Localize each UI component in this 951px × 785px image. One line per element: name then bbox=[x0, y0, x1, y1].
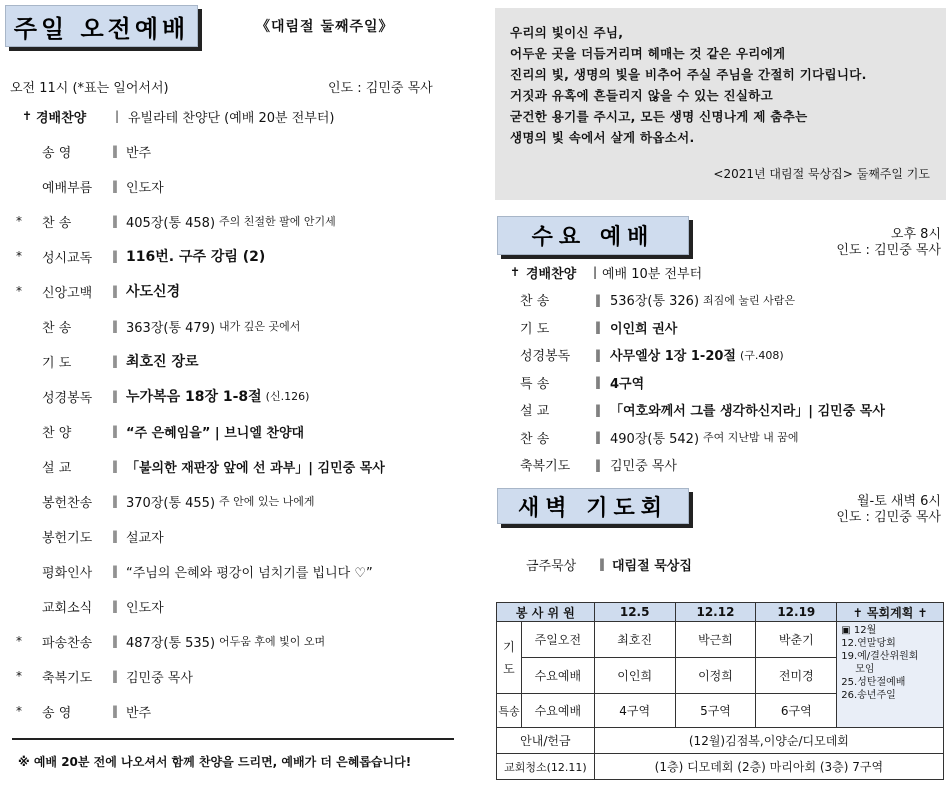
separator: ‖ bbox=[595, 375, 601, 389]
order-note: 주 안에 있는 나에게 bbox=[219, 495, 315, 508]
separator: ‖ bbox=[599, 557, 605, 571]
order-value: 487장(통 535) bbox=[126, 635, 216, 651]
dawn-meditation-label: 금주묵상 bbox=[526, 558, 577, 574]
order-value: 반주 bbox=[126, 705, 152, 721]
order-value: 4구역 bbox=[610, 376, 645, 392]
order-label: 기 도 bbox=[42, 355, 72, 371]
order-value: 370장(통 455) bbox=[126, 495, 216, 511]
table-cell: 이정희 bbox=[675, 658, 756, 694]
order-row bbox=[520, 344, 784, 366]
separator: ‖ bbox=[112, 284, 118, 298]
order-row bbox=[520, 316, 677, 338]
order-star: * bbox=[16, 249, 22, 263]
order-row bbox=[520, 426, 799, 448]
table-cell: 박춘기 bbox=[756, 622, 837, 658]
order-row bbox=[12, 700, 151, 722]
order-value: 인도자 bbox=[126, 180, 164, 196]
order-value: 116번. 구주 강림 (2) bbox=[126, 249, 266, 265]
order-label: 봉헌찬송 bbox=[42, 495, 93, 511]
guide-label: 안내/헌금 bbox=[497, 728, 595, 754]
dawn-time: 월-토 새벽 6시 bbox=[856, 494, 941, 509]
order-value: 인도자 bbox=[126, 600, 164, 616]
order-label: 봉헌기도 bbox=[42, 530, 93, 546]
table-cell: 최호진 bbox=[594, 622, 675, 658]
order-row bbox=[12, 525, 164, 547]
separator: ‖ bbox=[112, 179, 118, 193]
order-star: * bbox=[16, 704, 22, 718]
order-note: (신.126) bbox=[265, 390, 310, 403]
order-row bbox=[520, 454, 677, 476]
order-value: “주 은혜임을” | 브니엘 찬양대 bbox=[126, 425, 305, 441]
notice-divider bbox=[12, 738, 454, 740]
separator: ‖ bbox=[112, 459, 118, 473]
table-cell: 4구역 bbox=[594, 694, 675, 728]
order-value: 설교자 bbox=[126, 530, 164, 546]
order-row bbox=[12, 595, 164, 617]
order-value: 예배 10분 전부터 bbox=[602, 266, 703, 282]
order-label: 송 영 bbox=[42, 705, 72, 721]
order-label: 경배찬양 bbox=[526, 266, 577, 282]
order-label: 성시교독 bbox=[42, 250, 93, 266]
separator: ‖ bbox=[112, 354, 118, 368]
order-value: 405장(통 458) bbox=[126, 215, 216, 231]
wednesday-service-title: 수요 예배 bbox=[497, 216, 689, 255]
table-row-label: 주일오전 bbox=[521, 622, 594, 658]
order-row bbox=[12, 175, 164, 197]
dawn-meditation-row bbox=[526, 553, 692, 575]
separator: ‖ bbox=[595, 457, 601, 472]
separator: ‖ bbox=[112, 599, 118, 613]
order-value: 김민중 목사 bbox=[126, 670, 193, 686]
separator: ‖ bbox=[112, 564, 118, 578]
separator: ‖ bbox=[112, 214, 118, 228]
prayer-line: 생명의 빛 속에서 살게 하옵소서. bbox=[510, 130, 695, 145]
sunday-notice: ※ 예배 20분 전에 나오셔서 함께 찬양을 드리면, 예배가 더 은혜롭습니다! bbox=[18, 755, 412, 769]
table-cell: 6구역 bbox=[756, 694, 837, 728]
table-row-label: 수요예배 bbox=[521, 658, 594, 694]
sunday-leader: 인도 : 김민중 목사 bbox=[328, 81, 433, 96]
order-label: 축복기도 bbox=[520, 459, 571, 474]
order-label: 찬 양 bbox=[42, 425, 72, 441]
order-row bbox=[520, 371, 644, 393]
prayer-line: 진리의 빛, 생명의 빛을 비추어 주실 주님을 간절히 기다립니다. bbox=[510, 67, 867, 82]
order-label: 송 영 bbox=[42, 145, 72, 161]
order-star: * bbox=[16, 214, 22, 228]
prayer-source: <2021년 대림절 묵상집> 둘째주일 기도 bbox=[713, 167, 930, 181]
separator: ‖ bbox=[112, 424, 118, 438]
order-value: 최호진 장로 bbox=[126, 354, 199, 370]
order-label: 성경봉독 bbox=[42, 390, 93, 406]
separator: ‖ bbox=[112, 704, 118, 718]
order-note: 어두움 후에 빛이 오며 bbox=[219, 635, 326, 648]
order-label: 경배찬양 bbox=[36, 110, 87, 126]
separator: ‖ bbox=[112, 529, 118, 543]
cleaning-value: (1층) 디모데회 (2층) 마리아회 (3층) 7구역 bbox=[594, 754, 943, 780]
table-cell: 이인희 bbox=[594, 658, 675, 694]
order-row bbox=[520, 399, 885, 421]
order-value: 사무엘상 1장 1-20절 bbox=[610, 349, 736, 364]
order-row bbox=[12, 455, 385, 477]
wednesday-time: 오후 8시 bbox=[890, 227, 941, 242]
order-label: 설 교 bbox=[42, 460, 72, 476]
separator: ‖ bbox=[595, 292, 601, 307]
order-note: 주여 지난밤 내 꿈에 bbox=[703, 431, 799, 444]
order-row bbox=[12, 140, 151, 162]
separator: | bbox=[114, 109, 120, 123]
order-star: * bbox=[16, 284, 22, 298]
order-star: ✝ bbox=[21, 109, 33, 123]
order-value: 490장(통 542) bbox=[610, 431, 700, 447]
order-label: 특 송 bbox=[520, 376, 550, 392]
order-label: 파송찬송 bbox=[42, 635, 93, 651]
order-label: 기 도 bbox=[520, 321, 550, 337]
order-note: 주의 친절한 팔에 안기세 bbox=[219, 215, 336, 228]
cleaning-label: 교회청소(12.11) bbox=[497, 754, 595, 780]
order-note: 죄짐에 눌린 사람은 bbox=[703, 293, 796, 307]
prayer-line: 거짓과 유혹에 흔들리지 않을 수 있는 진실하고 bbox=[510, 88, 774, 103]
order-star: * bbox=[16, 634, 22, 648]
order-row bbox=[12, 490, 315, 512]
order-row bbox=[12, 630, 325, 652]
guide-value: (12월)김점복,이양순/디모데회 bbox=[594, 728, 943, 754]
order-value: 김민중 목사 bbox=[610, 459, 677, 474]
plan-item: 12.연말당회 bbox=[841, 638, 896, 649]
advent-prayer-box bbox=[495, 8, 946, 200]
separator: ‖ bbox=[595, 430, 601, 444]
order-row bbox=[12, 315, 300, 337]
order-row bbox=[20, 105, 334, 127]
table-date-3: 12.19 bbox=[756, 603, 837, 622]
pastoral-plan-list bbox=[837, 622, 944, 728]
table-cell: 박근희 bbox=[675, 622, 756, 658]
order-label: 찬 송 bbox=[520, 431, 550, 447]
order-star: * bbox=[16, 669, 22, 683]
order-value: 누가복음 18장 1-8절 bbox=[126, 389, 262, 405]
order-label: 평화인사 bbox=[42, 565, 93, 581]
order-row bbox=[12, 245, 265, 267]
order-value: 이인희 권사 bbox=[610, 321, 678, 337]
order-value: 363장(통 479) bbox=[126, 320, 216, 336]
order-row bbox=[12, 420, 304, 442]
wednesday-leader: 인도 : 김민중 목사 bbox=[836, 243, 941, 258]
separator: ‖ bbox=[112, 634, 118, 648]
order-row bbox=[520, 289, 795, 311]
order-label: 찬 송 bbox=[42, 320, 72, 336]
plan-item: 19.예/결산위원회 bbox=[841, 651, 919, 662]
separator: ‖ bbox=[112, 249, 118, 263]
table-row-label: 수요예배 bbox=[521, 694, 594, 728]
order-value: 반주 bbox=[126, 145, 152, 161]
order-value: 유빌라테 찬양단 (예배 20분 전부터) bbox=[128, 110, 335, 126]
order-note: (구.408) bbox=[739, 348, 784, 362]
order-value: “주님의 은혜와 평강이 넘치기를 빕니다 ♡” bbox=[126, 565, 373, 581]
order-label: 찬 송 bbox=[42, 215, 72, 231]
separator: ‖ bbox=[112, 319, 118, 333]
order-row bbox=[12, 280, 180, 302]
order-label: 축복기도 bbox=[42, 670, 93, 686]
table-date-1: 12.5 bbox=[594, 603, 675, 622]
order-label: 신앙고백 bbox=[42, 285, 93, 301]
order-label: 예배부름 bbox=[42, 180, 93, 196]
volunteer-table bbox=[496, 602, 944, 780]
table-cell: 전미경 bbox=[756, 658, 837, 694]
plan-item: 모임 bbox=[855, 664, 875, 675]
special-group-label: 특송 bbox=[497, 694, 522, 728]
order-value: 「여호와께서 그를 생각하신지라」| 김민중 목사 bbox=[610, 404, 885, 419]
separator: | bbox=[592, 265, 598, 279]
table-cell: 5구역 bbox=[675, 694, 756, 728]
sunday-subtitle: 《대림절 둘째주일》 bbox=[256, 19, 394, 35]
order-label: 찬 송 bbox=[520, 294, 550, 309]
order-label: 성경봉독 bbox=[520, 349, 571, 364]
order-row bbox=[12, 385, 309, 407]
dawn-meditation-value: 대림절 묵상집 bbox=[612, 558, 692, 574]
plan-item: 26.송년주일 bbox=[841, 690, 896, 701]
order-value: 사도신경 bbox=[126, 284, 181, 300]
prayer-group-label: 기 도 bbox=[497, 622, 522, 694]
separator: ‖ bbox=[595, 320, 601, 334]
separator: ‖ bbox=[112, 494, 118, 508]
dawn-prayer-title: 새벽 기도회 bbox=[497, 488, 689, 524]
table-header-label: 봉 사 위 원 bbox=[497, 603, 595, 622]
separator: ‖ bbox=[112, 669, 118, 683]
plan-item: 25.성탄절예배 bbox=[841, 677, 906, 688]
order-value: 536장(통 326) bbox=[610, 294, 700, 309]
plan-item: ▣ 12월 bbox=[841, 625, 877, 636]
prayer-line: 굳건한 용기를 주시고, 모든 생명 신명나게 제 춤추는 bbox=[510, 109, 808, 124]
order-row bbox=[12, 350, 199, 372]
separator: ‖ bbox=[112, 389, 118, 403]
sunday-time: 오전 11시 (*표는 일어서서) bbox=[10, 81, 169, 96]
order-label: 교회소식 bbox=[42, 600, 93, 616]
order-label: 설 교 bbox=[520, 404, 550, 419]
order-row bbox=[510, 261, 702, 283]
separator: ‖ bbox=[595, 402, 601, 417]
order-note: 내가 깊은 곳에서 bbox=[219, 320, 301, 333]
order-row bbox=[12, 210, 336, 232]
separator: ‖ bbox=[595, 347, 601, 362]
prayer-line: 어두운 곳을 더듬거리며 헤매는 것 같은 우리에게 bbox=[510, 46, 786, 61]
order-star: ✝ bbox=[510, 265, 521, 279]
separator: ‖ bbox=[112, 144, 118, 158]
prayer-line: 우리의 빛이신 주님, bbox=[510, 25, 624, 40]
sunday-service-title: 주일 오전예배 bbox=[5, 5, 198, 47]
dawn-leader: 인도 : 김민중 목사 bbox=[836, 510, 941, 525]
order-value: 「불의한 재판장 앞에 선 과부」| 김민중 목사 bbox=[126, 460, 385, 476]
order-row bbox=[12, 665, 193, 687]
pastoral-plan-title: ✝ 목회계획 ✝ bbox=[837, 603, 944, 622]
order-row bbox=[12, 560, 373, 582]
table-date-2: 12.12 bbox=[675, 603, 756, 622]
